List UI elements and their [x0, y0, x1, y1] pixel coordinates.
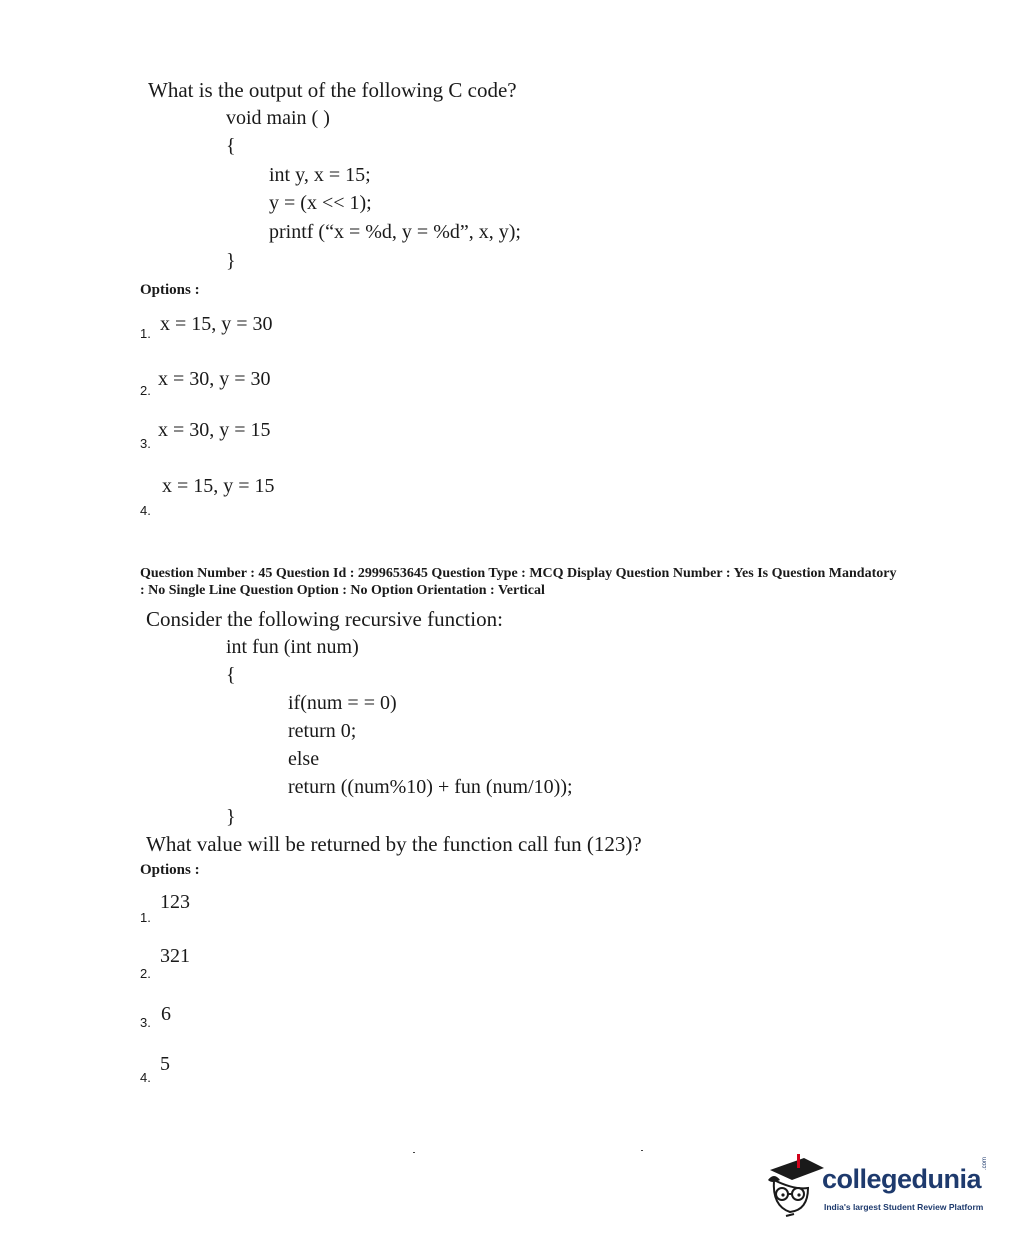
q2-code-line: int fun (int num): [226, 636, 359, 658]
q2-code-line: else: [288, 748, 320, 770]
q1-option-number: 2.: [140, 383, 151, 398]
q1-code-line: {: [226, 135, 236, 157]
mascot-icon: [764, 1150, 826, 1220]
q2-code-line: {: [226, 664, 236, 686]
q1-code-line: y = (x << 1);: [269, 192, 372, 214]
q1-option-2[interactable]: x = 30, y = 30: [158, 368, 271, 390]
q1-code-line: printf (“x = %d, y = %d”, x, y);: [269, 221, 521, 243]
q2-code-line: return ((num%10) + fun (num/10));: [288, 776, 573, 798]
q2-option-4[interactable]: 5: [160, 1053, 170, 1075]
q2-question: What value will be returned by the function call fun (123)?: [146, 832, 642, 856]
q1-option-3[interactable]: x = 30, y = 15: [158, 419, 271, 441]
q2-option-number: 2.: [140, 966, 151, 981]
collegedunia-logo[interactable]: [760, 1150, 1000, 1220]
logo-wordmark: collegedunia: [822, 1164, 982, 1194]
q2-option-3[interactable]: 6: [161, 1003, 171, 1025]
scan-mark: [413, 1152, 415, 1153]
scan-mark: [641, 1150, 643, 1151]
q1-option-1[interactable]: x = 15, y = 30: [160, 313, 273, 335]
q2-option-number: 1.: [140, 910, 151, 925]
q1-code-line: void main ( ): [226, 107, 330, 129]
logo-suffix: .com: [982, 1156, 988, 1170]
q1-option-4[interactable]: x = 15, y = 15: [162, 475, 275, 497]
q2-metadata: Question Number : 45 Question Id : 2999653645 Question Type : MCQ Display Question Number : Yes Is Question Mandatory : No Single Line Question Option : No Option Orientation : Vertical: [140, 566, 897, 598]
q2-options-label: Options :: [140, 862, 200, 878]
q1-option-number: 4.: [140, 503, 151, 518]
q1-options-label: Options :: [140, 282, 200, 298]
q1-code-line: int y, x = 15;: [269, 164, 371, 186]
q2-option-1[interactable]: 123: [160, 891, 190, 913]
q1-option-number: 1.: [140, 326, 151, 341]
q2-intro: Consider the following recursive function:: [146, 607, 503, 631]
q2-option-number: 3.: [140, 1015, 151, 1030]
q2-code-line: if(num = = 0): [288, 692, 397, 714]
q2-option-2[interactable]: 321: [160, 945, 190, 967]
q1-question: What is the output of the following C code?: [148, 78, 517, 102]
logo-tagline: India's largest Student Review Platform: [824, 1202, 984, 1212]
q1-code-line: }: [226, 250, 236, 272]
q2-code-line: }: [226, 806, 236, 828]
q1-option-number: 3.: [140, 436, 151, 451]
q2-option-number: 4.: [140, 1070, 151, 1085]
q2-code-line: return 0;: [288, 720, 357, 742]
